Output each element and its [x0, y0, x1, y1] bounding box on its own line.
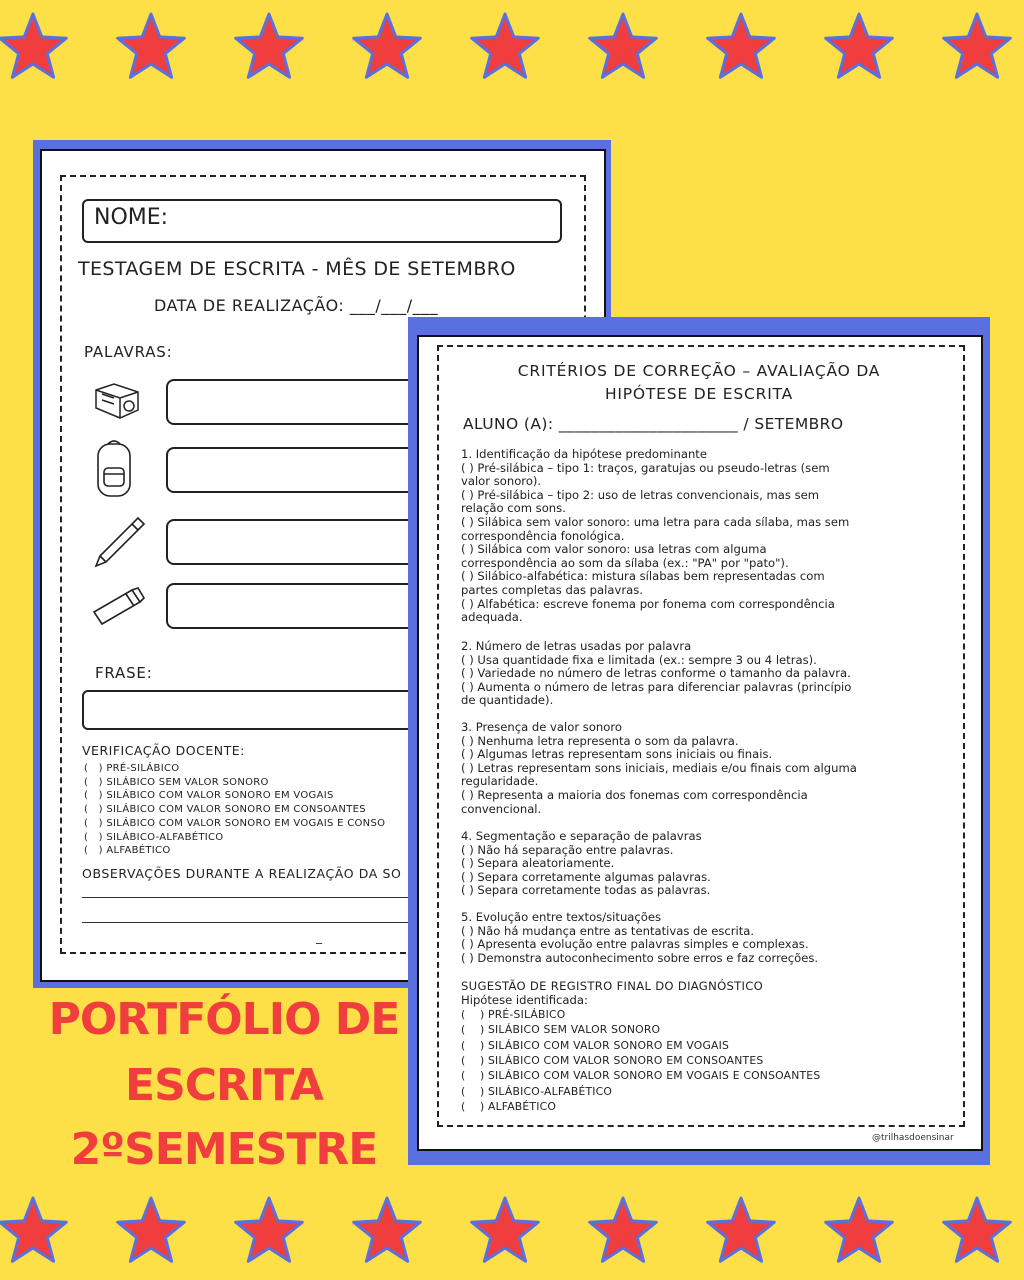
dash-mark: _	[316, 930, 322, 944]
star-icon	[0, 10, 70, 84]
criteria-section-3: 3. Presença de valor sonoro ( ) Nenhuma letra representa o som da palavra. ( ) Algumas letras representam sons iniciais ou finais. ( ) Letras representam sons iniciais, mediais e/ou finais com alguma regularidade. ( ) Representa a maioria dos fonemas com correspondência convencional.	[461, 720, 857, 816]
verification-option: ( ) ALFABÉTICO	[84, 845, 171, 857]
observation-line-1	[82, 897, 412, 898]
verification-option: ( ) SILÁBICO COM VALOR SONORO EM VOGAIS E CONSO	[84, 817, 386, 829]
final-option: ( ) ALFABÉTICO	[461, 1099, 557, 1113]
star-icon	[586, 1194, 660, 1268]
star-icon	[114, 1194, 188, 1268]
criteria-title-line1: CRITÉRIOS DE CORREÇÃO – AVALIAÇÃO DA	[517, 362, 881, 380]
date-line: DATA DE REALIZAÇÃO: ___/___/___	[154, 296, 439, 315]
verification-option: ( ) SILÁBICO COM VALOR SONORO EM VOGAIS	[84, 790, 334, 802]
phrase-label: FRASE:	[95, 664, 153, 682]
pencil-icon	[90, 514, 148, 570]
final-registration-title: SUGESTÃO DE REGISTRO FINAL DO DIAGNÓSTICO	[461, 979, 764, 993]
observations-label: OBSERVAÇÕES DURANTE A REALIZAÇÃO DA SO	[82, 866, 402, 881]
criteria-title-line2: HIPÓTESE DE ESCRITA	[604, 385, 794, 403]
criteria-section-2: 2. Número de letras usadas por palavra ( ) Usa quantidade fixa e limitada (ex.: sempre 3 ou 4 letras). ( ) Variedade no número de letras conforme o tamanho da palavra. ( ) Aumenta o número de letras para diferenciar palavras (princípio de quantidade).	[461, 639, 852, 708]
name-label: NOME:	[94, 205, 169, 230]
star-icon	[822, 1194, 896, 1268]
star-icon	[468, 10, 542, 84]
final-option: ( ) SILÁBICO COM VALOR SONORO EM CONSOANTES	[461, 1053, 764, 1067]
star-icon	[114, 10, 188, 84]
star-icon	[704, 10, 778, 84]
star-icon	[350, 10, 424, 84]
star-icon	[232, 1194, 306, 1268]
star-icon	[822, 10, 896, 84]
verification-label: VERIFICAÇÃO DOCENTE:	[82, 743, 245, 758]
observation-line-2	[82, 922, 412, 923]
verification-option: ( ) PRÉ-SILÁBICO	[84, 763, 180, 774]
final-option: ( ) SILÁBICO-ALFABÉTICO	[461, 1084, 613, 1098]
verification-option: ( ) SILÁBICO COM VALOR SONORO EM CONSOANTES	[84, 804, 366, 816]
final-registration-subtitle: Hipótese identificada:	[461, 993, 588, 1007]
promo-line-1: PORTFÓLIO DE	[48, 994, 400, 1045]
star-icon	[468, 1194, 542, 1268]
sharpener-icon	[90, 376, 146, 424]
star-icon	[350, 1194, 424, 1268]
star-icon	[586, 10, 660, 84]
promo-line-3: 2ºSEMESTRE	[70, 1124, 378, 1175]
criteria-section-1: 1. Identificação da hipótese predominante ( ) Pré-silábica – tipo 1: traços, garatujas ou pseudo-letras (sem valor sonoro). ( ) Pré-silábica – tipo 2: uso de letras convencionais, mas sem relação com sons. ( ) Silábica sem valor sonoro: uma letra para cada sílaba, mas sem correspondência fonológica. ( ) Silábica com valor sonoro: usa letras com alguma correspondência ao som da sílaba (ex.: "PA" por "pato"). ( ) Silábico-alfabética: mistura sílabas bem representadas com partes completas das palavras. ( ) Alfabética: escreve fonema por fonema com correspondência adequada.	[461, 447, 850, 625]
star-icon	[704, 1194, 778, 1268]
glue-stick-icon	[90, 584, 148, 626]
final-option: ( ) SILÁBICO SEM VALOR SONORO	[461, 1023, 661, 1037]
backpack-icon	[92, 436, 136, 500]
left-sheet-title: TESTAGEM DE ESCRITA - MÊS DE SETEMBRO	[78, 258, 516, 280]
bottom-star-border	[0, 1192, 1024, 1272]
star-icon	[232, 10, 306, 84]
words-label: PALAVRAS:	[84, 343, 173, 361]
final-option: ( ) SILÁBICO COM VALOR SONORO EM VOGAIS E CONSOANTES	[461, 1069, 821, 1083]
star-icon	[940, 1194, 1014, 1268]
top-star-border	[0, 8, 1024, 88]
verification-option: ( ) SILÁBICO-ALFABÉTICO	[84, 831, 224, 843]
watermark: @trilhasdoensinar	[872, 1133, 954, 1143]
final-option: ( ) PRÉ-SILÁBICO	[461, 1008, 566, 1021]
student-line: ALUNO (A): ______________________ / SETEMBRO	[463, 415, 844, 433]
star-icon	[0, 1194, 70, 1268]
criteria-section-4: 4. Segmentação e separação de palavras ( ) Não há separação entre palavras. ( ) Separa aleatoriamente. ( ) Separa corretamente algumas palavras. ( ) Separa corretamente todas as palavras.	[461, 829, 711, 898]
final-option: ( ) SILÁBICO COM VALOR SONORO EM VOGAIS	[461, 1038, 730, 1052]
star-icon	[940, 10, 1014, 84]
criteria-section-5: 5. Evolução entre textos/situações ( ) Não há mudança entre as tentativas de escrita. ( ) Apresenta evolução entre palavras simples e complexas. ( ) Demonstra autoconhecimento sobre erros e faz correções.	[461, 910, 819, 965]
promo-line-2: ESCRITA	[125, 1060, 323, 1111]
verification-option: ( ) SILÁBICO SEM VALOR SONORO	[84, 776, 269, 788]
